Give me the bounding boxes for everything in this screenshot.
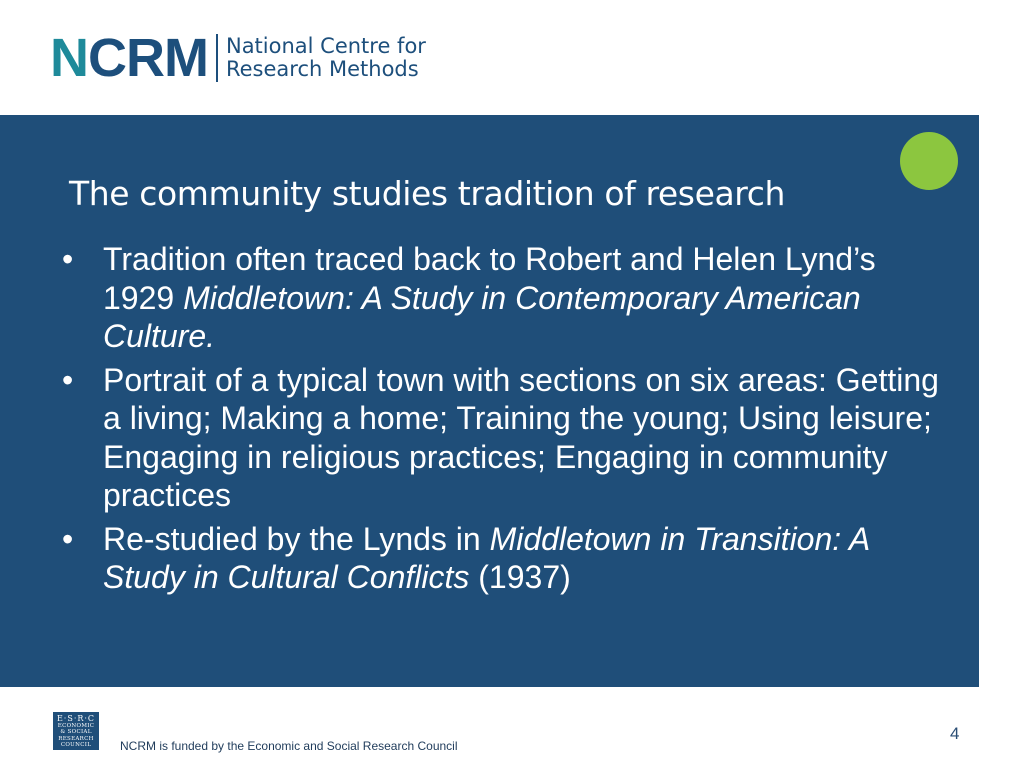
bullet-icon: • (62, 241, 74, 277)
ncrm-logo-mark (50, 28, 208, 88)
bullet-text-after: (1937) (469, 559, 571, 595)
bullet-italic-title: Middletown: A Study in Contemporary American Culture. (103, 279, 861, 354)
bullet-item (62, 240, 942, 356)
ncrm-logo (50, 30, 426, 86)
esrc-line: RESEARCH (58, 735, 94, 742)
ncrm-logo-text (226, 35, 426, 81)
logo-text-line1: National Centre for (225, 34, 426, 58)
logo-divider (216, 34, 218, 82)
bullet-italic-title: Middletown in Transition: A Study in Cultural Conflicts (103, 520, 870, 595)
logo-mark-n: N (50, 28, 88, 88)
slide-title: The community studies tradition of research (69, 174, 786, 213)
logo-mark-rest: CRM (88, 28, 208, 88)
page-number: 4 (950, 724, 960, 743)
bullet-icon: • (62, 361, 74, 398)
bullet-text: Re-studied by the Lynds in (103, 520, 490, 557)
bullet-item (62, 361, 942, 515)
esrc-abbrev: E·S·R·C (56, 713, 96, 723)
bullet-list (62, 240, 942, 602)
funding-note: NCRM is funded by the Economic and Social Research Council (120, 739, 458, 753)
bullet-text: Portrait of a typical town with sections on six areas: Getting a living; Making a home; Training the young; Using leisure; Engaging in religious practices; Engaging in community practices (103, 361, 939, 513)
esrc-line: COUNCIL (60, 742, 92, 748)
logo-text-line2: Research Methods (225, 57, 419, 81)
bullet-text: Tradition often traced back to Robert and Helen Lynd’s 1929 (103, 241, 876, 316)
esrc-line: & SOCIAL (60, 729, 92, 735)
bullet-item (62, 520, 942, 597)
esrc-logo (53, 712, 99, 750)
accent-dot-icon (900, 132, 958, 190)
esrc-line: ECONOMIC (57, 722, 95, 729)
bullet-icon: • (62, 520, 74, 557)
